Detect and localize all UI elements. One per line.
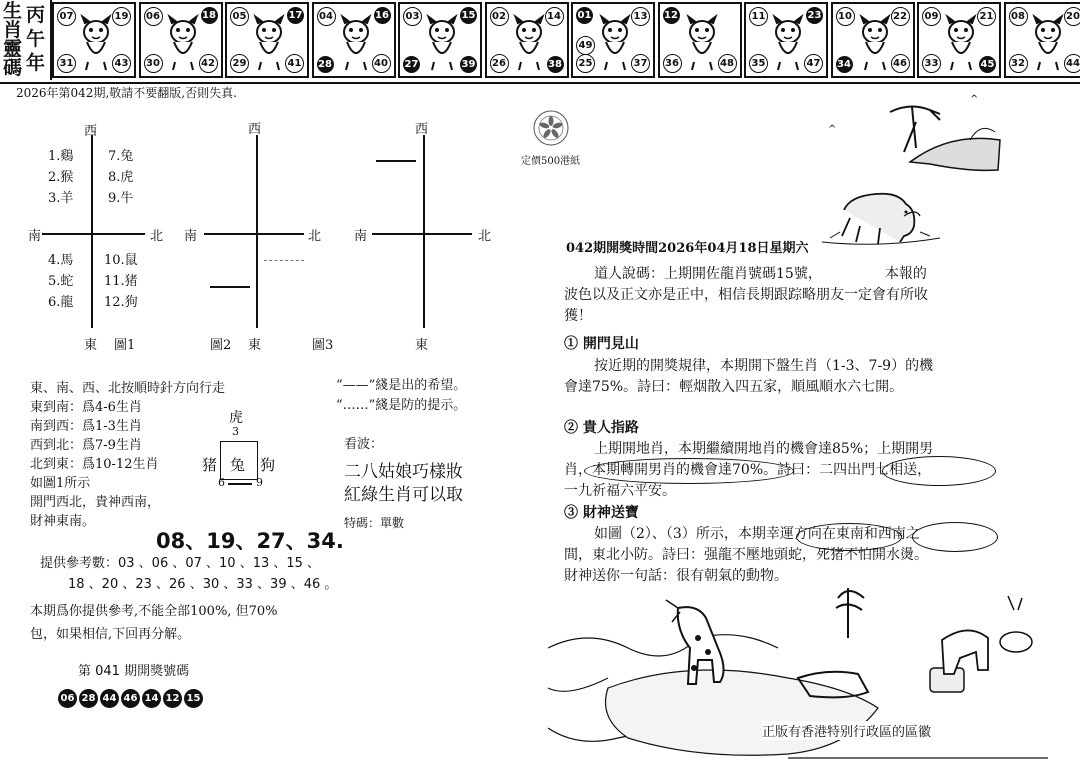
rule-line: 西到北：爲7-9生肖: [30, 438, 142, 453]
pig-illustration-icon: [820, 92, 1020, 272]
ox-icon: [161, 12, 205, 72]
prev-draw-balls: [58, 686, 238, 708]
zodiac-number: 22: [891, 7, 910, 26]
zodiac-number: 42: [199, 54, 218, 73]
rabbit-icon: [334, 12, 378, 72]
brand-char: 生: [3, 0, 23, 22]
disclaimer-line: 本期爲你提供參考,不能全部100%, 但70%: [30, 604, 278, 619]
highlight-oval: [882, 456, 996, 486]
west-label: 西: [84, 124, 98, 139]
pig-icon: [1026, 12, 1070, 72]
legend-solid: “——”綫是出的希望。: [336, 378, 467, 393]
price-label: 定價500港紙: [521, 156, 581, 167]
section-line: 上期開地肖，本期繼續開地肖的機會達85%；上期開男: [594, 441, 934, 457]
section-3-title: ③ 財神送寶: [564, 505, 639, 521]
zodiac-number: 17: [287, 7, 304, 24]
zodiac-number: 07: [57, 7, 76, 26]
mini-bottom-right: 9: [256, 476, 263, 489]
zodiac-item: 2.猴: [48, 170, 74, 185]
snake-icon: [507, 12, 551, 72]
rule-line: 東、南、西、北按順時針方向行走: [30, 381, 226, 396]
footer-note: 正版有香港特别行政區的區徽: [762, 721, 931, 740]
south-label: 南: [184, 229, 198, 244]
zodiac-item: 10.鼠: [104, 253, 138, 268]
kanbo-line: 二八姑娘巧樣妝: [344, 462, 463, 482]
diagram-3: [310, 110, 500, 360]
section-2-title: ② 貴人指路: [564, 420, 639, 436]
zodiac-number: 47: [804, 54, 823, 73]
legend-dotted: “……”綫是防的提示。: [336, 398, 467, 413]
mini-bottom-left: 6: [218, 476, 225, 489]
disclaimer-line: 包，如果相信,下回再分解。: [30, 627, 191, 642]
highlight-oval: [912, 522, 998, 552]
zodiac-number: 02: [490, 7, 509, 26]
section-line: 會達75%。詩曰：輕烟散入四五家，順風順水六七開。: [564, 379, 904, 395]
prev-ball: 44: [100, 689, 119, 708]
zodiac-item: 5.蛇: [48, 274, 74, 289]
zodiac-item: 3.羊: [48, 191, 74, 206]
diagram-caption: 圖3: [312, 338, 334, 353]
intro-line: 獲！: [564, 308, 592, 324]
kanbo-label: 看波：: [344, 437, 384, 452]
zodiac-number: 06: [144, 7, 163, 26]
zodiac-number: 20: [1064, 7, 1080, 26]
zodiac-number: 33: [922, 54, 941, 73]
diagram-1: [20, 110, 200, 360]
rule-line: 開門西北，貴神西南，: [30, 495, 161, 510]
main-numbers: 08、19、27、34.: [156, 529, 344, 553]
zodiac-number: 23: [806, 7, 823, 24]
mini-center: 兔: [230, 456, 246, 474]
zodiac-number: 40: [372, 54, 391, 73]
section-line: 一九祈福六平安。: [564, 483, 676, 499]
section-line: 間，東北小防。詩曰：强龍不壓地頭蛇，死猪不怕開水燙。: [564, 547, 928, 563]
intro: [564, 264, 994, 327]
zodiac-strip: [0, 0, 1080, 84]
zodiac-cell: [139, 2, 223, 78]
zodiac-number: 34: [836, 56, 853, 73]
prev-ball: 12: [163, 689, 182, 708]
zodiac-number: 03: [403, 7, 422, 26]
prev-ball: 15: [184, 689, 203, 708]
zodiac-item: 6.龍: [48, 295, 74, 310]
north-label: 北: [150, 229, 164, 244]
zodiac-number: 19: [112, 7, 131, 26]
zodiac-number: 01: [576, 7, 593, 24]
kanbo-poem: [344, 461, 463, 507]
zodiac-number: 32: [1009, 54, 1028, 73]
zodiac-number: 43: [112, 54, 131, 73]
highlight-oval: [584, 458, 794, 484]
east-label: 東: [248, 338, 262, 353]
section-line: 如圖（2）、（3）所示，本期幸運方向在東南和西南之: [594, 526, 920, 542]
zodiac-item: 9.牛: [108, 191, 134, 206]
zodiac-number: 37: [631, 54, 650, 73]
section-line: 按近期的開獎規律，本期開下盤生肖（1-3、7-9）的機: [594, 358, 934, 374]
zodiac-number: 13: [631, 7, 650, 26]
zodiac-number: 12: [663, 7, 680, 24]
zodiac-number: 14: [545, 7, 564, 26]
special-code: 特碼：單數: [344, 516, 405, 530]
prev-ball: 28: [79, 689, 98, 708]
prev-ball: 06: [58, 689, 77, 708]
zodiac-cell: [225, 2, 309, 78]
hk-emblem-icon: [527, 108, 575, 148]
east-label: 東: [84, 338, 98, 353]
zodiac-number: 15: [460, 7, 477, 24]
dog-icon: [939, 12, 983, 72]
zodiac-number: 48: [718, 54, 737, 73]
rooster-icon: [853, 12, 897, 72]
rule-line: 南到西：爲1-3生肖: [30, 419, 142, 434]
zodiac-cell: [1004, 2, 1080, 78]
zodiac-number: 29: [230, 54, 249, 73]
zodiac-number: 25: [576, 54, 595, 73]
zodiac-number: 26: [490, 54, 509, 73]
brand-char: 碼: [3, 57, 23, 79]
mini-left: 猪: [202, 456, 218, 474]
east-label: 東: [415, 338, 429, 353]
zodiac-number: 09: [922, 7, 941, 26]
mini-grid: [200, 405, 290, 495]
intro-line: 波色以及正文亦是正中，相信長期跟踪略朋友一定會有所收: [564, 287, 928, 303]
brand-char: 靈: [3, 38, 23, 60]
zodiac-number: 04: [317, 7, 336, 26]
zodiac-number: 21: [977, 7, 996, 26]
zodiac-number: 16: [374, 7, 391, 24]
zodiac-number: 28: [317, 56, 334, 73]
year-char: 丙: [26, 4, 46, 26]
kanbo-line: 紅綠生肖可以取: [344, 485, 463, 505]
reference-numbers: [40, 553, 337, 595]
north-label: 北: [478, 229, 492, 244]
zodiac-cell: [831, 2, 915, 78]
zodiac-item: 12.狗: [104, 295, 138, 310]
zodiac-cell: [571, 2, 655, 78]
zodiac-number: 39: [460, 56, 477, 73]
zodiac-cell: [658, 2, 742, 78]
zodiac-number: 46: [891, 54, 910, 73]
rule-line: 如圖1所示: [30, 476, 91, 491]
prev-draw-title: 第 041 期開獎號碼: [78, 664, 190, 679]
monkey-icon: [766, 12, 810, 72]
ref-line: 提供參考數：03 、06 、07 、10 、13 、15 、: [40, 556, 321, 571]
draw-time: 042期開獎時間2026年04月18日星期六: [566, 241, 809, 256]
goat-icon: [680, 12, 724, 72]
dragon-icon: [420, 12, 464, 72]
zodiac-cell: [398, 2, 482, 78]
south-label: 南: [28, 229, 42, 244]
zodiac-item: 1.鷄: [48, 149, 74, 164]
zodiac-number: 36: [663, 54, 682, 73]
zodiac-item: 7.兔: [108, 149, 134, 164]
zodiac-number: 30: [144, 54, 163, 73]
diagram-caption: 圖2: [210, 338, 232, 353]
tiger-icon: [247, 12, 291, 72]
west-label: 西: [415, 122, 429, 137]
zodiac-number: 45: [979, 56, 996, 73]
zodiac-item: 4.馬: [48, 253, 74, 268]
disclaimer: [30, 600, 277, 646]
zodiac-number: 05: [230, 7, 249, 26]
rules-block: [30, 379, 225, 531]
zodiac-number: 44: [1064, 54, 1080, 73]
zodiac-item: 11.猪: [104, 274, 138, 289]
brand-block: [0, 0, 52, 80]
section-line: 財神送你一句話：很有朝氣的動物。: [564, 568, 788, 584]
zodiac-item: 8.虎: [108, 170, 134, 185]
legend: [336, 376, 466, 416]
highlight-oval: [796, 523, 902, 551]
zodiac-number: 38: [547, 56, 564, 73]
south-label: 南: [354, 229, 368, 244]
mini-top-num: 3: [232, 425, 239, 438]
zodiac-number: 49: [576, 36, 595, 55]
zodiac-number: 10: [836, 7, 855, 26]
west-label: 西: [248, 122, 262, 137]
zodiac-cell: [52, 2, 136, 78]
zodiac-cell: [312, 2, 396, 78]
zodiac-number: 08: [1009, 7, 1028, 26]
section-line: 肖，本期轉開男肖的機會達70%。詩曰：二四出門七相送，: [564, 462, 932, 478]
horse-icon: [593, 12, 637, 72]
section-1-title: ① 開門見山: [564, 336, 639, 352]
zodiac-number: 18: [201, 7, 218, 24]
svg-text:^: ^: [970, 94, 979, 105]
year-char: 年: [26, 52, 46, 74]
section-1: [564, 356, 1004, 398]
diagram-caption: 圖1: [114, 338, 136, 353]
rule-line: 財神東南。: [30, 514, 96, 529]
zodiac-cell: [485, 2, 569, 78]
prev-ball: 46: [121, 689, 140, 708]
rule-line: 北到東：爲10-12生肖: [30, 457, 159, 472]
issue-line: 2026年第042期,敬請不要翻版,否則失真.: [16, 86, 237, 100]
rule-line: 東到南：爲4-6生肖: [30, 400, 142, 415]
zodiac-cell: [917, 2, 1001, 78]
zodiac-number: 31: [57, 54, 76, 73]
zodiac-cell: [744, 2, 828, 78]
rat-icon: [74, 12, 118, 72]
zodiac-number: 27: [403, 56, 420, 73]
north-label: 北: [308, 229, 322, 244]
ref-line: 18 、20 、23 、26 、30 、33 、39 、46 。: [68, 577, 338, 592]
mini-right: 狗: [260, 456, 276, 474]
zodiac-number: 35: [749, 54, 768, 73]
brand-char: 肖: [3, 19, 23, 41]
year-char: 午: [26, 28, 46, 50]
zodiac-number: 11: [749, 7, 768, 26]
mini-top: 虎: [229, 410, 243, 426]
intro-line: 道人說碼：上期開佐龍肖號碼15號， 本報的: [594, 266, 927, 282]
prev-ball: 14: [142, 689, 161, 708]
svg-text:^: ^: [828, 124, 837, 135]
zodiac-number: 41: [285, 54, 304, 73]
